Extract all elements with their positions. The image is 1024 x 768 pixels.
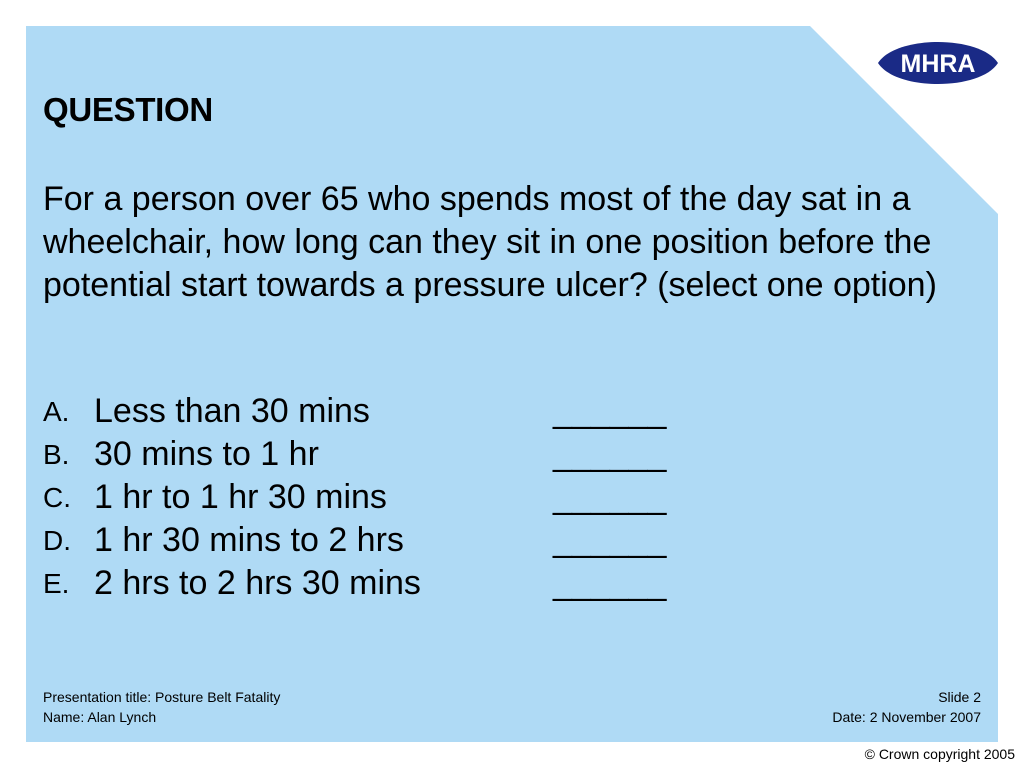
answer-blank[interactable]: ______ [553,435,667,473]
answer-blank[interactable]: ______ [553,478,667,516]
option-label: 1 hr 30 mins to 2 hrs [94,521,404,559]
option-e[interactable] [43,562,683,605]
option-c[interactable] [43,476,683,519]
presentation-title: Presentation title: Posture Belt Fatality [43,689,281,705]
option-label: 2 hrs to 2 hrs 30 mins [94,564,421,602]
question-text: For a person over 65 who spends most of the day sat in a wheelchair, how long can they sit in one position before the potential start towards a pressure ulcer? (select one option) [43,180,937,304]
logo-text: MHRA [900,50,976,78]
option-letter: E. [43,568,70,599]
copyright-notice: © Crown copyright 2005 [864,746,1015,762]
page-title: QUESTION [43,91,213,128]
footer-right [832,687,981,727]
option-label: 1 hr to 1 hr 30 mins [94,478,387,516]
mhra-logo-icon [876,27,1000,99]
answer-blank[interactable]: ______ [553,392,667,430]
author-name: Name: Alan Lynch [43,709,157,725]
slide-panel [26,26,998,742]
option-letter: B. [43,439,70,470]
slide-number: Slide 2 [938,689,981,705]
footer-left [43,687,280,727]
option-letter: C. [43,482,71,513]
option-b[interactable] [43,433,683,476]
options-list [43,390,683,605]
answer-blank[interactable]: ______ [553,564,667,602]
slide-date: Date: 2 November 2007 [832,709,981,725]
option-label: 30 mins to 1 hr [94,435,319,473]
option-a[interactable] [43,390,683,433]
answer-blank[interactable]: ______ [553,521,667,559]
option-d[interactable] [43,519,683,562]
option-label: Less than 30 mins [94,392,370,430]
option-letter: A. [43,396,70,427]
option-letter: D. [43,525,71,556]
mhra-logo [876,27,1000,99]
